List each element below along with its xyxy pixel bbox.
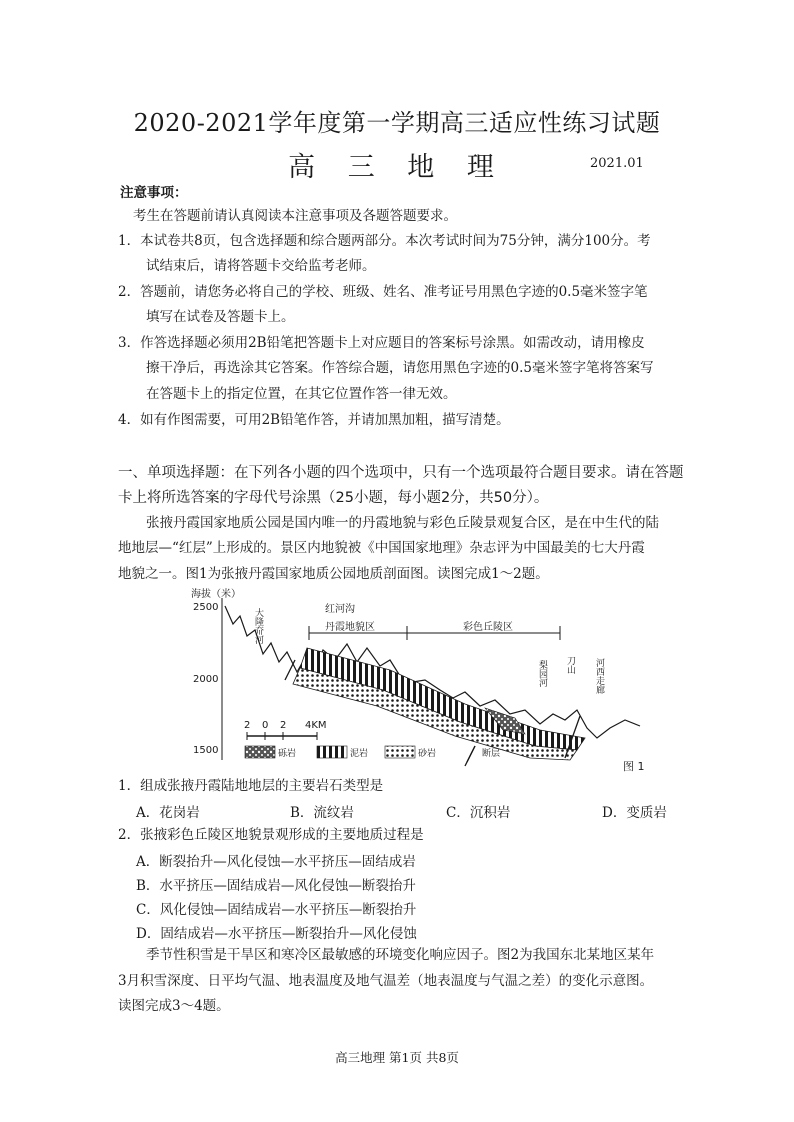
notice-item-4: 4．如有作图需要，可用2B铅笔作答，并请加黑加粗，描写清楚。	[118, 412, 510, 428]
passage1-line-3: 地貌之一。图1为张掖丹霞国家地质公园地质剖面图。读图完成1～2题。	[118, 566, 549, 582]
question-1-stem: 1．组成张掖丹霞陆地地层的主要岩石类型是	[118, 778, 384, 794]
question-2-stem: 2．张掖彩色丘陵区地貌景观形成的主要地质过程是	[118, 827, 424, 843]
scale-tick-4: 4KM	[305, 720, 327, 731]
figure1-caption: 图 1	[623, 760, 645, 773]
exam-subject: 高 三 地 理	[288, 152, 506, 183]
passage2-line-3: 读图完成3～4题。	[118, 998, 230, 1014]
scale-tick-2: 0	[262, 720, 269, 731]
notice-item-1-cont: 试结束后，请将答题卡交给监考老师。	[146, 258, 376, 274]
question-1-option-a[interactable]: A．花岗岩	[136, 805, 200, 821]
scale-tick-1: 2	[244, 720, 251, 731]
legend-fault-swatch	[467, 746, 475, 762]
question-2-option-c[interactable]: C．风化侵蚀—固结成岩—水平挤压—断裂抬升	[136, 902, 417, 918]
question-1-option-c[interactable]: C．沉积岩	[446, 805, 511, 821]
figure1-geologic-section	[185, 588, 655, 773]
question-2-option-d[interactable]: D．固结成岩—水平挤压—断裂抬升—风化侵蚀	[136, 926, 417, 942]
notice-intro: 考生在答题前请认真阅读本注意事项及各题答题要求。	[133, 208, 457, 224]
page-footer: 高三地理 第1页 共8页	[335, 1050, 459, 1065]
legend-conglomerate-label: 砾岩	[278, 749, 297, 759]
passage2-line-1: 季节性积雪是干旱区和寒冷区最敏感的环境变化响应因子。图2为我国东北某地区某年	[146, 947, 655, 963]
label-corridor: 河西走廊	[594, 658, 604, 694]
label-top-river: 大隆夼河	[253, 608, 263, 644]
notice-item-3-cont: 擦干净后，再选涂其它答案。作答综合题，请您用黑色字迹的0.5毫米签字笔将答案写	[146, 360, 654, 376]
y-tick-2500: 2500	[193, 602, 219, 613]
legend-fault-label: 断层	[482, 749, 501, 759]
label-river: 梨园河	[537, 660, 547, 687]
legend-mudstone-label: 泥岩	[350, 749, 369, 759]
region-a-label: 丹霞地貌区	[325, 622, 375, 633]
notice-item-1: 1．本试卷共8页，包含选择题和综合题两部分。本次考试时间为75分钟，满分100分。考	[118, 233, 651, 249]
region-a-top-label: 红河沟	[325, 604, 355, 615]
legend-mudstone-swatch	[317, 746, 347, 758]
exam-title: 2020-2021学年度第一学期高三适应性练习试题	[133, 109, 661, 137]
passage2-line-2: 3月积雪深度、日平均气温、地表温度及地气温差（地表温度与气温之差）的变化示意图。	[118, 973, 654, 989]
notice-item-3-cont2: 在答题卡上的指定位置，在其它位置作答一律无效。	[146, 386, 457, 402]
question-1-option-b[interactable]: B．流纹岩	[290, 805, 354, 821]
scale-tick-3: 2	[280, 720, 287, 731]
section1-heading: 一、单项选择题：在下列各小题的四个选项中，只有一个选项最符合题目要求。请在答题	[118, 465, 684, 481]
notice-item-2-cont: 填写在试卷及答题卡上。	[146, 309, 295, 325]
section1-heading-cont: 卡上将所选答案的字母代号涂黑（25小题，每小题2分，共50分）。	[118, 490, 549, 506]
scale-bar	[247, 732, 317, 740]
exam-date: 2021.01	[590, 156, 644, 171]
question-2-option-a[interactable]: A．断裂抬升—风化侵蚀—水平挤压—固结成岩	[136, 854, 416, 870]
legend-sandstone-swatch	[385, 746, 415, 758]
region-b-label: 彩色丘陵区	[463, 622, 513, 633]
legend-conglomerate-swatch	[245, 746, 275, 758]
question-2-option-b[interactable]: B．水平挤压—固结成岩—风化侵蚀—断裂抬升	[136, 878, 416, 894]
passage1-line-2: 地地层—“红层”上形成的。景区内地貌被《中国国家地理》杂志评为中国最美的七大丹霞	[118, 540, 645, 556]
y-tick-1500: 1500	[193, 745, 219, 756]
legend-sandstone-label: 砂岩	[418, 749, 437, 759]
passage1-line-1: 张掖丹霞国家地质公园是国内唯一的丹霞地貌与彩色丘陵景观复合区，是在中生代的陆	[146, 515, 659, 531]
question-1-option-d[interactable]: D．变质岩	[602, 805, 667, 821]
label-mountain: 刀山	[565, 656, 575, 674]
y-axis-label: 海拔（米）	[191, 589, 241, 600]
fault-line-1	[285, 660, 295, 680]
notice-item-2: 2．答题前，请您务必将自己的学校、班级、姓名、准考证号用黑色字迹的0.5毫米签字笔	[118, 284, 648, 300]
notice-heading: 注意事项：	[120, 185, 188, 201]
y-tick-2000: 2000	[193, 674, 219, 685]
notice-item-3: 3．作答选择题必须用2B铅笔把答题卡上对应题目的答案标号涂黑。如需改动，请用橡皮	[118, 335, 645, 351]
